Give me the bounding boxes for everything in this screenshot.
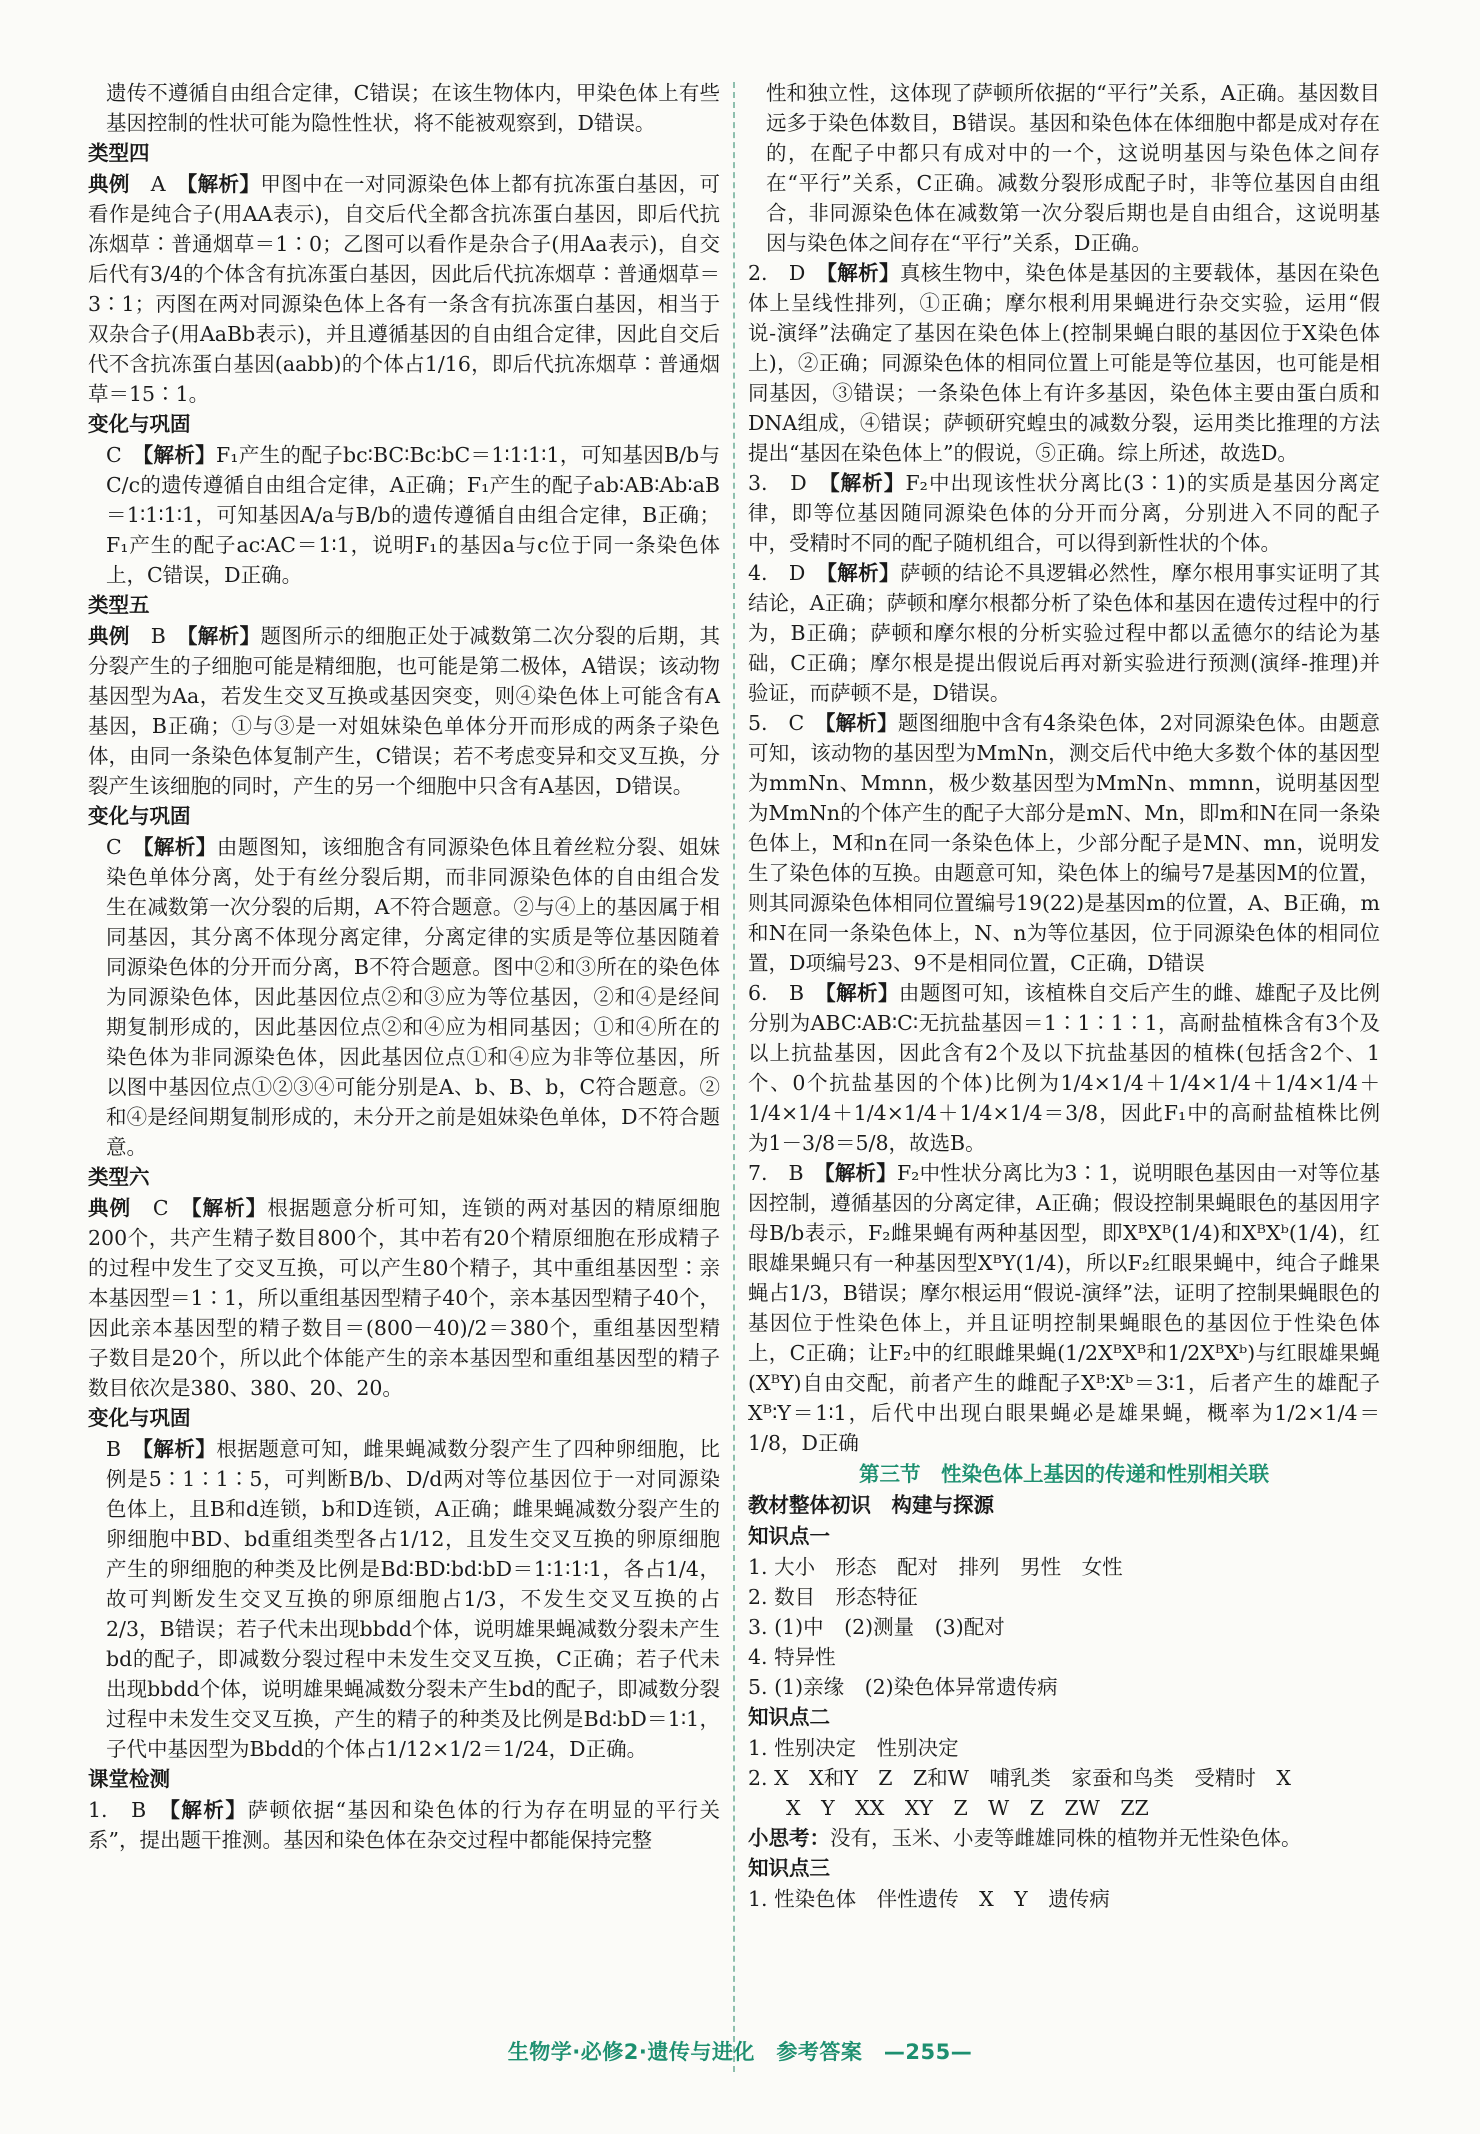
question-number: 5. bbox=[748, 711, 768, 735]
section-heading: 变化与巩固 bbox=[88, 1406, 191, 1430]
page-footer: 生物学·必修2·遗传与进化 参考答案 —255— bbox=[507, 2040, 973, 2064]
think-note bbox=[748, 1823, 1380, 1853]
section-heading: 变化与巩固 bbox=[88, 412, 191, 436]
section-heading: 教材整体初识 构建与探源 bbox=[748, 1493, 994, 1517]
section-heading: 变化与巩固 bbox=[88, 804, 191, 828]
list-item: 1. 性染色体 伴性遗传 X Y 遗传病 bbox=[748, 1887, 1110, 1911]
analysis-tag: 【解析】 bbox=[826, 561, 900, 585]
question-number: 3. bbox=[748, 471, 768, 495]
list-item: 1. 性别决定 性别决定 bbox=[748, 1736, 959, 1760]
answer-letter: D bbox=[788, 561, 806, 585]
analysis-text: F₂中性状分离比为3∶1，说明眼色基因由一对等位基因控制，遵循基因的分离定律，A正确；假设控制果蝇眼色的基因用字母B/b表示，F₂雌果蝇有两种基因型，即XᴮXᴮ(1/4)和XᴮXᵇ(1/4)，红眼雄果蝇只有一种基因型XᴮY(1/4)，所以F₂红眼果蝇中，纯合子雌果蝇占1/3，B错误；摩尔根运用“假说-演绎”法，证明了控制果蝇眼色的基因位于性染色体上，并且证明控制果蝇眼色的基因位于性染色体上，C正确；让F₂中的红眼雌果蝇(1/2XᴮXᴮ和1/2XᴮXᵇ)与红眼雄果蝇(XᴮY)自由交配，前者产生的雌配子Xᴮ∶Xᵇ＝3∶1，后者产生的雄配子Xᴮ∶Y＝1∶1，后代中出现白眼果蝇必是雄果蝇，概率为1/2×1/4＝1/8，D正确 bbox=[748, 1161, 1381, 1455]
analysis-tag: 【解析】 bbox=[142, 443, 217, 467]
list-item: 2. X X和Y Z Z和W 哺乳类 家蚕和鸟类 受精时 X bbox=[748, 1766, 1291, 1790]
analysis-tag: 【解析】 bbox=[191, 1196, 268, 1220]
analysis-text: 根据题意分析可知，连锁的两对基因的精原细胞200个，共产生精子数目800个，其中若有20个精原细胞在形成精子的过程中发生了交叉互换，可以产生80个精子，其中重组基因型∶亲本基因型＝1∶1，所以重组基因型精子40个，亲本基因型精子40个，因此亲本基因型的精子数目＝(800－40)/2＝380个，重组基因型精子数目是20个，所以此个体能产生的亲本基因型和重组基因型的精子数目依次是380、380、20、20。 bbox=[88, 1196, 721, 1400]
analysis-tag: 【解析】 bbox=[825, 711, 898, 735]
analysis-tag: 【解析】 bbox=[187, 624, 261, 648]
example-item bbox=[88, 1193, 720, 1403]
analysis-text: F₁产生的配子bc∶BC∶Bc∶bC＝1∶1∶1∶1，可知基因B/b与C/c的遗传遵循自由组合定律，A正确；F₁产生的配子ab∶AB∶Ab∶aB＝1∶1∶1∶1，可知基因A/a与B/b的遗传遵循自由组合定律，B正确；F₁产生的配子ac∶AC＝1∶1，说明F₁的基因a与c位于同一条染色体上，C错误，D正确。 bbox=[106, 443, 721, 587]
analysis-text: F₂中出现该性状分离比(3∶1)的实质是基因分离定律，即等位基因随同源染色体的分开而分离，分别进入不同的配子中，受精时不同的配子随机组合，可以得到新性状的个体。 bbox=[748, 471, 1381, 555]
paragraph-text: 遗传不遵循自由组合定律，C错误；在该生物体内，甲染色体上有些基因控制的性状可能为隐性性状，将不能被观察到，D错误。 bbox=[106, 81, 720, 135]
analysis-text: 题图细胞中含有4条染色体，2对同源染色体。由题意可知，该动物的基因型为MmNn，测交后代中绝大多数个体的基因型为mmNn、Mmnn，极少数基因型为MmNn、mmnn，说明基因型为MmNn的个体产生的配子大部分是mN、Mn，即m和N在同一条染色体上，M和n在同一条染色体上，少部分配子是MN、mn，说明发生了染色体的互换。由题意可知，染色体上的编号7是基因M的位置，则其同源染色体相同位置编号19(22)是基因m的位置，A、B正确，m和N在同一条染色体上，N、n为等位基因，位于同源染色体的相同位置，D项编号23、9不是相同位置，C正确，D错误 bbox=[748, 711, 1381, 975]
think-label: 小思考： bbox=[748, 1826, 830, 1850]
list-item: X Y XX XY Z W Z ZW ZZ bbox=[786, 1796, 1149, 1820]
left-column bbox=[88, 78, 720, 1855]
answer-letter: D bbox=[788, 261, 806, 285]
question-number: 4. bbox=[748, 561, 768, 585]
analysis-text: 根据题意可知，雌果蝇减数分裂产生了四种卵细胞，比例是5∶1∶1∶5，可判断B/b、D/d两对等位基因位于一对同源染色体上，且B和d连锁，b和D连锁，A正确；雌果蝇减数分裂产生的卵细胞中BD、bd重组类型各占1/12，且发生交叉互换的卵原细胞产生的卵细胞的种类及比例是Bd∶BD∶bd∶bD＝1∶1∶1∶1，各占1/4，故可判断发生交叉互换的卵原细胞占1/3，不发生交叉互换的占2/3，B错误；若子代未出现bbdd个体，说明雄果蝇减数分裂未产生bd的配子，即减数分裂过程中未发生交叉互换，C正确；若子代未出现bbdd个体，说明雄果蝇减数分裂未产生bd的配子，即减数分裂过程中未发生交叉互换，产生的精子的种类及比例是Bd∶bD＝1∶1，子代中基因型为Bbdd的个体占1/12×1/2＝1/24，D正确。 bbox=[106, 1437, 721, 1761]
answer-letter: C bbox=[106, 443, 122, 467]
variation-item bbox=[88, 440, 720, 590]
analysis-tag: 【解析】 bbox=[829, 471, 906, 495]
analysis-tag: 【解析】 bbox=[186, 172, 261, 196]
analysis-tag: 【解析】 bbox=[143, 835, 217, 859]
analysis-text: 萨顿的结论不具逻辑必然性，摩尔根用事实证明了其结论，A正确；萨顿和摩尔根都分析了染色体和基因在遗传过程中的行为，B正确；萨顿和摩尔根的分析实验过程中都以孟德尔的结论为基础，C正确；摩尔根是提出假说后再对新实验进行预测(演绎-推理)并验证，而萨顿不是，D错误。 bbox=[748, 561, 1381, 705]
question-number: 7. bbox=[748, 1161, 768, 1185]
analysis-tag: 【解析】 bbox=[825, 981, 899, 1005]
section-heading: 知识点一 bbox=[748, 1524, 830, 1548]
question-item bbox=[748, 258, 1380, 468]
list-item: 1. 大小 形态 配对 排列 男性 女性 bbox=[748, 1555, 1123, 1579]
question-number: 6. bbox=[748, 981, 768, 1005]
chapter-title: 第三节 性染色体上基因的传递和性别相关联 bbox=[859, 1462, 1269, 1486]
list-item: 3. (1)中 (2)测量 (3)配对 bbox=[748, 1615, 1005, 1639]
question-item bbox=[88, 1795, 720, 1855]
section-heading: 知识点二 bbox=[748, 1705, 830, 1729]
question-item bbox=[748, 468, 1380, 558]
question-item bbox=[748, 708, 1380, 978]
answer-letter: B bbox=[788, 1161, 804, 1185]
question-item bbox=[748, 558, 1380, 708]
analysis-text: 真核生物中，染色体是基因的主要载体，基因在染色体上呈线性排列，①正确；摩尔根利用果蝇进行杂交实验，运用“假说-演绎”法确定了基因在染色体上(控制果蝇白眼的基因位于X染色体上)，②正确；同源染色体的相同位置上可能是等位基因，也可能是相同基因，③错误；一条染色体上有许多基因，染色体主要由蛋白质和DNA组成，④错误；萨顿研究蝗虫的减数分裂，运用类比推理的方法提出“基因在染色体上”的假说，⑤正确。综上所述，故选D。 bbox=[748, 261, 1381, 465]
answer-letter: C bbox=[152, 1196, 169, 1220]
example-item bbox=[88, 621, 720, 801]
answer-letter: C bbox=[106, 835, 122, 859]
analysis-tag: 【解析】 bbox=[824, 1161, 897, 1185]
question-number: 1. bbox=[88, 1798, 108, 1822]
variation-item bbox=[88, 832, 720, 1162]
question-item bbox=[748, 978, 1380, 1158]
section-heading: 类型四 bbox=[88, 141, 150, 165]
variation-item bbox=[88, 1434, 720, 1764]
list-item: 2. 数目 形态特征 bbox=[748, 1585, 918, 1609]
section-heading: 类型五 bbox=[88, 593, 150, 617]
section-heading: 知识点三 bbox=[748, 1856, 830, 1880]
example-label: 典例 bbox=[88, 624, 130, 648]
think-text: 没有，玉米、小麦等雌雄同株的植物并无性染色体。 bbox=[830, 1826, 1302, 1850]
answer-letter: B bbox=[788, 981, 805, 1005]
section-heading: 类型六 bbox=[88, 1165, 150, 1189]
column-divider bbox=[733, 82, 735, 2072]
analysis-text: 题图所示的细胞正处于减数第二次分裂的后期，其分裂产生的子细胞可能是精细胞，也可能是第二极体，A错误；该动物基因型为Aa，若发生交叉互换或基因突变，则④染色体上可能含有A基因，B正确；①与③是一对姐妹染色单体分开而形成的两条子染色体，由同一条染色体复制产生，C错误；若不考虑变异和交叉互换，分裂产生该细胞的同时，产生的另一个细胞中只含有A基因，D错误。 bbox=[88, 624, 721, 798]
right-column bbox=[748, 78, 1380, 1914]
analysis-tag: 【解析】 bbox=[142, 1437, 217, 1461]
analysis-text: 萨顿依据“基因和染色体的行为存在明显的平行关系”，提出题干推测。基因和染色体在杂交过程中都能保持完整 bbox=[88, 1798, 721, 1852]
answer-letter: B bbox=[106, 1437, 122, 1461]
analysis-text: 由题图知，该细胞含有同源染色体且着丝粒分裂、姐妹染色单体分离，处于有丝分裂后期，而非同源染色体的自由组合发生在减数第一次分裂的后期，A不符合题意。②与④上的基因属于相同基因，其分离不体现分离定律，分离定律的实质是等位基因随着同源染色体的分开而分离，B不符合题意。图中②和③所在的染色体为同源染色体，因此基因位点②和③应为等位基因，②和④是经间期复制形成的，因此基因位点②和④应为相同基因；①和④所在的染色体为非同源染色体，因此基因位点①和④应为非等位基因，所以图中基因位点①②③④可能分别是A、b、B、b，C符合题意。②和④是经间期复制形成的，未分开之前是姐妹染色单体，D不符合题意。 bbox=[106, 835, 721, 1159]
section-heading: 课堂检测 bbox=[88, 1767, 170, 1791]
paragraph bbox=[748, 78, 1380, 258]
answer-letter: D bbox=[790, 471, 807, 495]
answer-letter: B bbox=[131, 1798, 147, 1822]
answer-letter: A bbox=[150, 172, 166, 196]
analysis-text: 由题图可知，该植株自交后产生的雌、雄配子及比例分别为ABC∶AB∶C∶无抗盐基因＝1∶1∶1∶1，高耐盐植株含有3个及以上抗盐基因，因此含有2个及以下抗盐基因的植株(包括含2个、1个、0个抗盐基因的个体)比例为1/4×1/4＋1/4×1/4＋1/4×1/4＋1/4×1/4＋1/4×1/4＋1/4×1/4＝3/8，因此F₁中的高耐盐植株比例为1－3/8＝5/8，故选B。 bbox=[748, 981, 1381, 1155]
analysis-text: 甲图中在一对同源染色体上都有抗冻蛋白基因，可看作是纯合子(用AA表示)，自交后代全都含抗冻蛋白基因，即后代抗冻烟草∶普通烟草＝1∶0；乙图可以看作是杂合子(用Aa表示)，自交后代有3/4的个体含有抗冻蛋白基因，因此后代抗冻烟草∶普通烟草＝3∶1；丙图在两对同源染色体上各有一条含有抗冻蛋白基因，相当于双杂合子(用AaBb表示)，并且遵循基因的自由组合定律，因此自交后代不含抗冻蛋白基因(aabb)的个体占1/16，即后代抗冻烟草∶普通烟草＝15∶1。 bbox=[88, 172, 721, 406]
question-item bbox=[748, 1158, 1380, 1458]
answer-letter: B bbox=[150, 624, 166, 648]
analysis-tag: 【解析】 bbox=[826, 261, 900, 285]
example-label: 典例 bbox=[88, 172, 130, 196]
question-number: 2. bbox=[748, 261, 768, 285]
answer-letter: C bbox=[788, 711, 805, 735]
paragraph bbox=[88, 78, 720, 138]
paragraph-text: 性和独立性，这体现了萨顿所依据的“平行”关系，A正确。基因数目远多于染色体数目，B错误。基因和染色体在体细胞中都是成对存在的，在配子中都只有成对中的一个，这说明基因与染色体之间存在“平行”关系，C正确。减数分裂形成配子时，非等位基因自由组合，非同源染色体在减数第一次分裂后期也是自由组合，这说明基因与染色体之间存在“平行”关系，D正确。 bbox=[766, 81, 1380, 255]
list-item: 4. 特异性 bbox=[748, 1645, 836, 1669]
analysis-tag: 【解析】 bbox=[169, 1798, 248, 1822]
example-label: 典例 bbox=[88, 1196, 132, 1220]
example-item bbox=[88, 169, 720, 409]
list-item: 5. (1)亲缘 (2)染色体异常遗传病 bbox=[748, 1675, 1058, 1699]
